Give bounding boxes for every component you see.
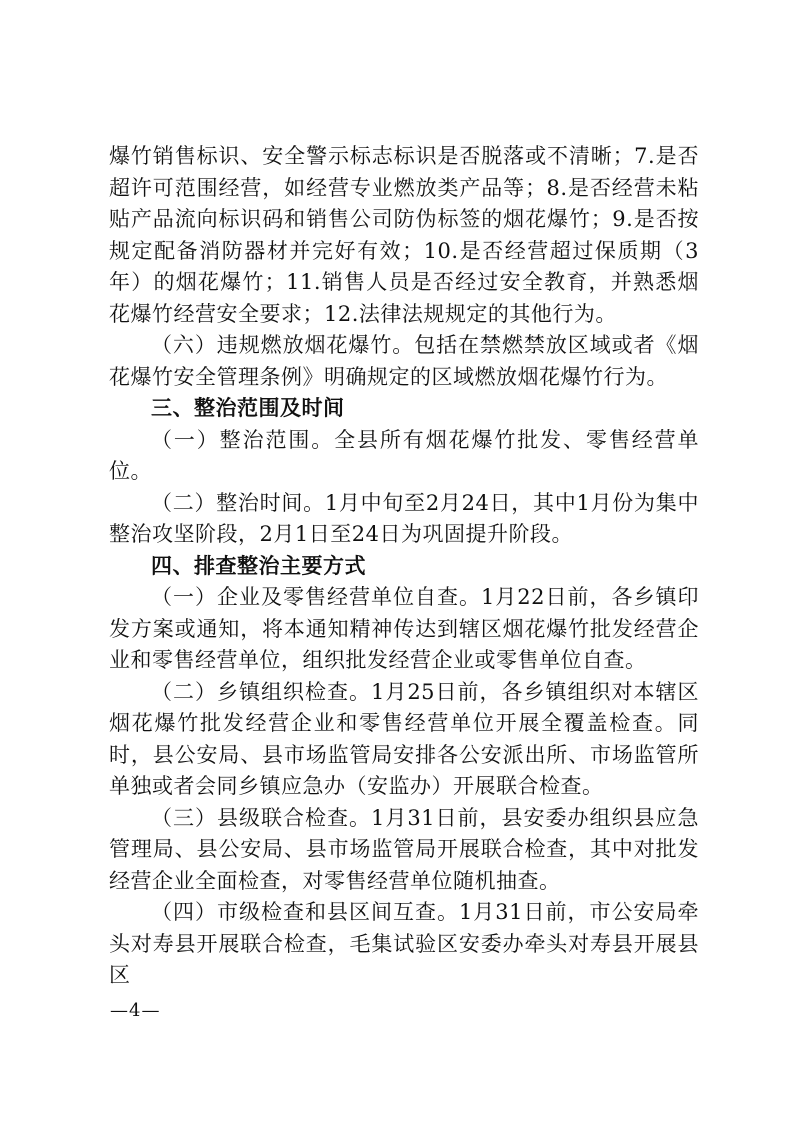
paragraph-county-inspection: （三）县级联合检查。1月31日前，县安委办组织县应急管理局、县公安局、县市场监管局开展联合检查，其中对批发经营企业全面检查，对零售经营单位随机抽查。 <box>109 805 699 893</box>
paragraph-city-inspection: （四）市级检查和县区间互查。1月31日前，市公安局牵头对寿县开展联合检查，毛集试验区安委办牵头对寿县开展县区 <box>109 900 699 987</box>
paragraph-scope: （一）整治范围。全县所有烟花爆竹批发、零售经营单位。 <box>109 427 699 483</box>
paragraph-continued-list: 爆竹销售标识、安全警示标志标识是否脱落或不清晰；7.是否超许可范围经营，如经营专业燃放类产品等；8.是否经营未粘贴产品流向标识码和销售公司防伪标签的烟花爆竹；9.是否按规定配备消防器材并完好有效；10.是否经营超过保质期（3年）的烟花爆竹；11.销售人员是否经过安全教育，并熟悉烟花爆竹经营安全要求；12.法律法规规定的其他行为。 <box>109 144 699 326</box>
page-number: —4— <box>110 1000 161 1021</box>
paragraph-illegal-fireworks: （六）违规燃放烟花爆竹。包括在禁燃禁放区域或者《烟花爆竹安全管理条例》明确规定的区域燃放烟花爆竹行为。 <box>109 333 699 389</box>
section-heading-scope-time: 三、整治范围及时间 <box>151 396 345 420</box>
section-heading-methods: 四、排查整治主要方式 <box>151 553 366 578</box>
document-body <box>109 141 699 992</box>
paragraph-township-inspection: （二）乡镇组织检查。1月25日前，各乡镇组织对本辖区烟花爆竹批发经营企业和零售经营单位开展全覆盖检查。同时，县公安局、县市场监管局安排各公安派出所、市场监管所单独或者会同乡镇应急办（安监办）开展联合检查。 <box>109 679 699 798</box>
paragraph-self-inspection: （一）企业及零售经营单位自查。1月22日前，各乡镇印发方案或通知，将本通知精神传达到辖区烟花爆竹批发经营企业和零售经营单位，组织批发经营企业或零售单位自查。 <box>109 585 699 672</box>
paragraph-time: （二）整治时间。1月中旬至2月24日，其中1月份为集中整治攻坚阶段，2月1日至24日为巩固提升阶段。 <box>109 490 699 546</box>
